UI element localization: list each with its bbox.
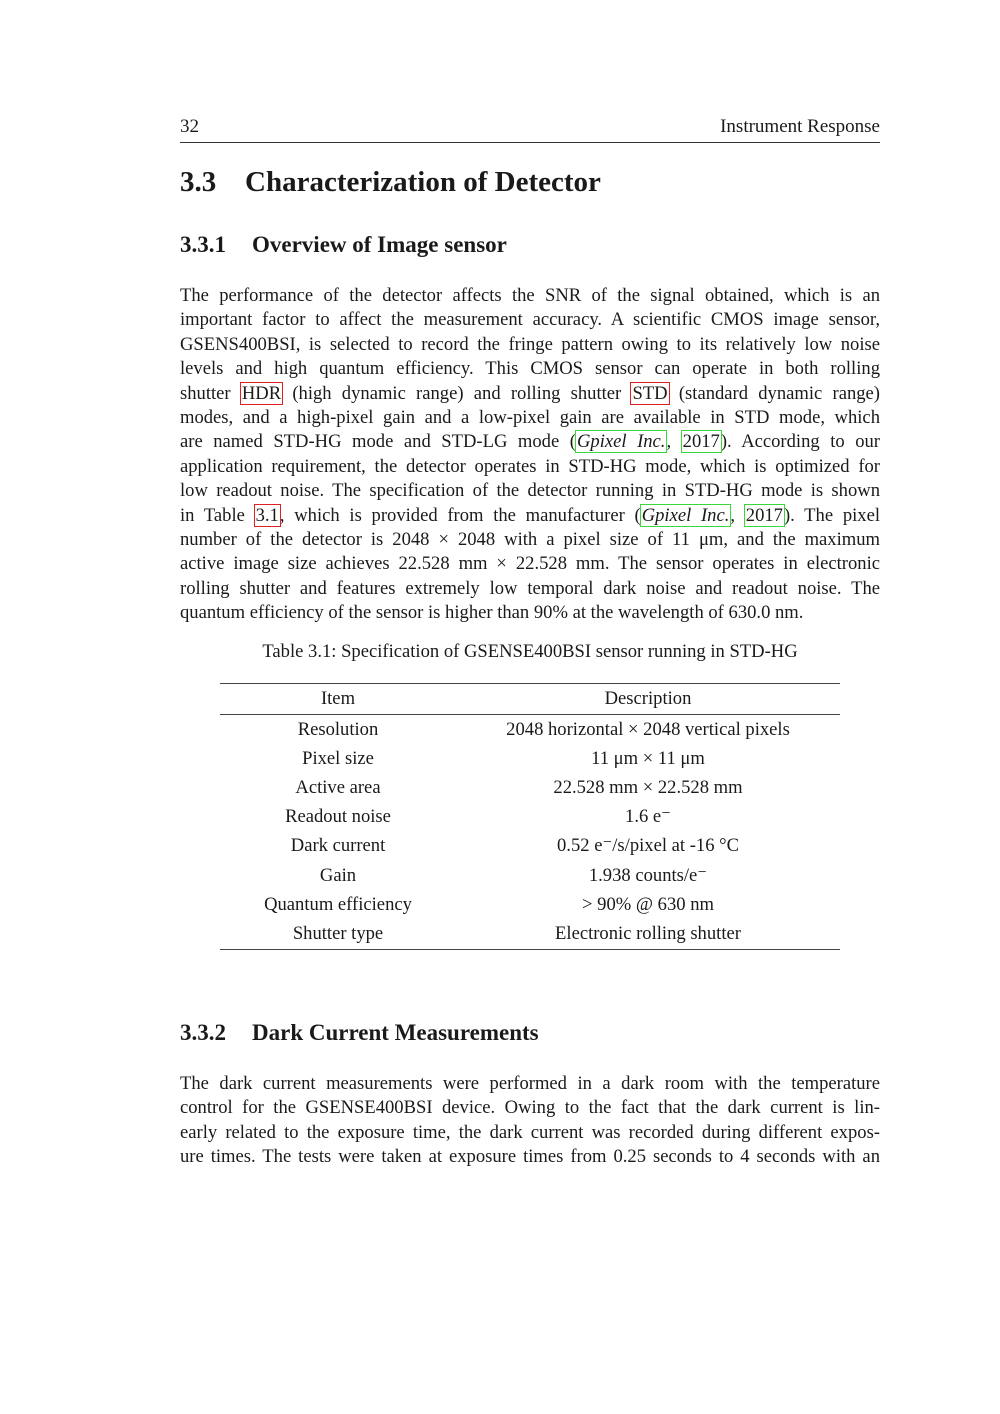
paragraph-overview (180, 284, 880, 625)
citation-link-year[interactable]: 2017 (682, 431, 720, 453)
text-line: quantum efficiency of the sensor is higher than 90% at the wavelength of 630.0 nm. (180, 602, 804, 624)
cell-item: Dark current (290, 835, 386, 857)
table-header-row (220, 684, 840, 715)
table-row (220, 890, 840, 919)
citation-link-author[interactable]: Gpixel Inc. (576, 431, 666, 453)
text-line (180, 382, 880, 406)
table-row (220, 773, 840, 802)
text-line: active image size achieves 22.528 mm × 22.528 mm. The sensor operates in electronic (180, 553, 880, 575)
cell-description: 1.938 counts/e⁻ (588, 864, 708, 886)
cell-description: 0.52 e⁻/s/pixel at -16 °C (557, 835, 739, 857)
table-row (220, 803, 840, 832)
text-line: The dark current measurements were performed in a dark room with the temperature (180, 1073, 880, 1094)
subsection-heading-overview (180, 232, 507, 258)
cell-description: Electronic rolling shutter (456, 919, 840, 949)
table-caption: Table 3.1: Specification of GSENSE400BSI sensor running in STD-HG (262, 641, 798, 662)
subsection-number: 3.3.2 (180, 1020, 226, 1045)
cell-item: Active area (295, 776, 381, 798)
text-line: important factor to affect the measurement accuracy. A scientific CMOS image sensor, (180, 309, 880, 331)
page-number: 32 (180, 116, 199, 137)
table-row (220, 919, 840, 949)
cell-item: Quantum efficiency (264, 893, 412, 915)
text-run: , (730, 504, 745, 526)
spec-table (220, 683, 840, 950)
table-row (220, 715, 840, 745)
citation-link-author[interactable]: Gpixel Inc. (641, 504, 730, 526)
cell-item: Gain (319, 864, 357, 886)
cell-description: 2048 horizontal × 2048 vertical pixels (506, 718, 790, 740)
text-run: , (666, 431, 682, 453)
chapter-title: Instrument Response (720, 116, 880, 137)
cell-item: Readout noise (285, 806, 391, 828)
text-line: application requirement, the detector operates in STD-HG mode, which is optimized for (180, 455, 880, 477)
text-run: (high dynamic range) and rolling shutter (282, 382, 632, 404)
text-line: number of the detector is 2048 × 2048 with a pixel size of 11 μm, and the maximum (180, 528, 880, 550)
cell-description: 22.528 mm × 22.528 mm (553, 776, 743, 798)
citation-link-year[interactable]: 2017 (745, 504, 783, 526)
section-heading (180, 166, 601, 199)
table-row (220, 744, 840, 773)
text-line: low readout noise. The specification of the detector running in STD-HG mode is shown (180, 480, 880, 502)
text-run: shutter (180, 382, 241, 404)
subsection-heading-dark-current (180, 1020, 539, 1046)
text-line: levels and high quantum efficiency. This CMOS sensor can operate in both rolling (180, 358, 880, 380)
text-line (180, 430, 880, 454)
text-line: ure times. The tests were taken at exposure times from 0.25 seconds to 4 seconds with an (180, 1146, 880, 1168)
text-line: The performance of the detector affects the SNR of the signal obtained, which is an (180, 285, 880, 306)
acronym-link-std[interactable]: STD (632, 382, 668, 404)
table-row (220, 832, 840, 861)
cell-description: 11 μm × 11 μm (591, 747, 705, 769)
running-header (180, 114, 880, 143)
text-line: rolling shutter and features extremely low temporal dark noise and readout noise. The (180, 577, 880, 599)
subsection-number: 3.3.1 (180, 232, 226, 257)
text-run: ). According to our (720, 431, 880, 453)
subsection-title: Dark Current Measurements (252, 1020, 539, 1045)
text-line (180, 504, 880, 528)
table-ref-link[interactable]: 3.1 (255, 504, 279, 526)
text-line: early related to the exposure time, the dark current was recorded during different expos- (180, 1121, 880, 1143)
text-run: ). The pixel (783, 504, 880, 526)
text-run: are named STD-HG mode and STD-LG mode ( (180, 431, 576, 453)
table-row (220, 861, 840, 890)
section-title: Characterization of Detector (245, 166, 601, 198)
text-line: modes, and a high-pixel gain and a low-pixel gain are available in STD mode, which (180, 406, 880, 428)
column-header-item: Item (220, 684, 456, 715)
cell-item: Pixel size (302, 747, 374, 769)
cell-item: Shutter type (220, 919, 456, 949)
text-line: control for the GSENSE400BSI device. Owing to the fact that the dark current is lin- (180, 1097, 880, 1119)
text-run: , which is provided from the manufacturer ( (279, 504, 641, 526)
text-run: in Table (180, 504, 255, 526)
section-number: 3.3 (180, 166, 217, 198)
cell-description: 1.6 e⁻ (625, 806, 671, 828)
paragraph-dark-current (180, 1072, 880, 1170)
column-header-description: Description (456, 684, 840, 715)
cell-item: Resolution (297, 718, 379, 740)
subsection-title: Overview of Image sensor (252, 232, 507, 257)
acronym-link-hdr[interactable]: HDR (241, 382, 282, 404)
text-run: (standard dynamic range) (668, 382, 880, 404)
cell-description: > 90% @ 630 nm (582, 893, 714, 915)
text-line: GSENS400BSI, is selected to record the fringe pattern owing to its relatively low noise (180, 333, 880, 355)
